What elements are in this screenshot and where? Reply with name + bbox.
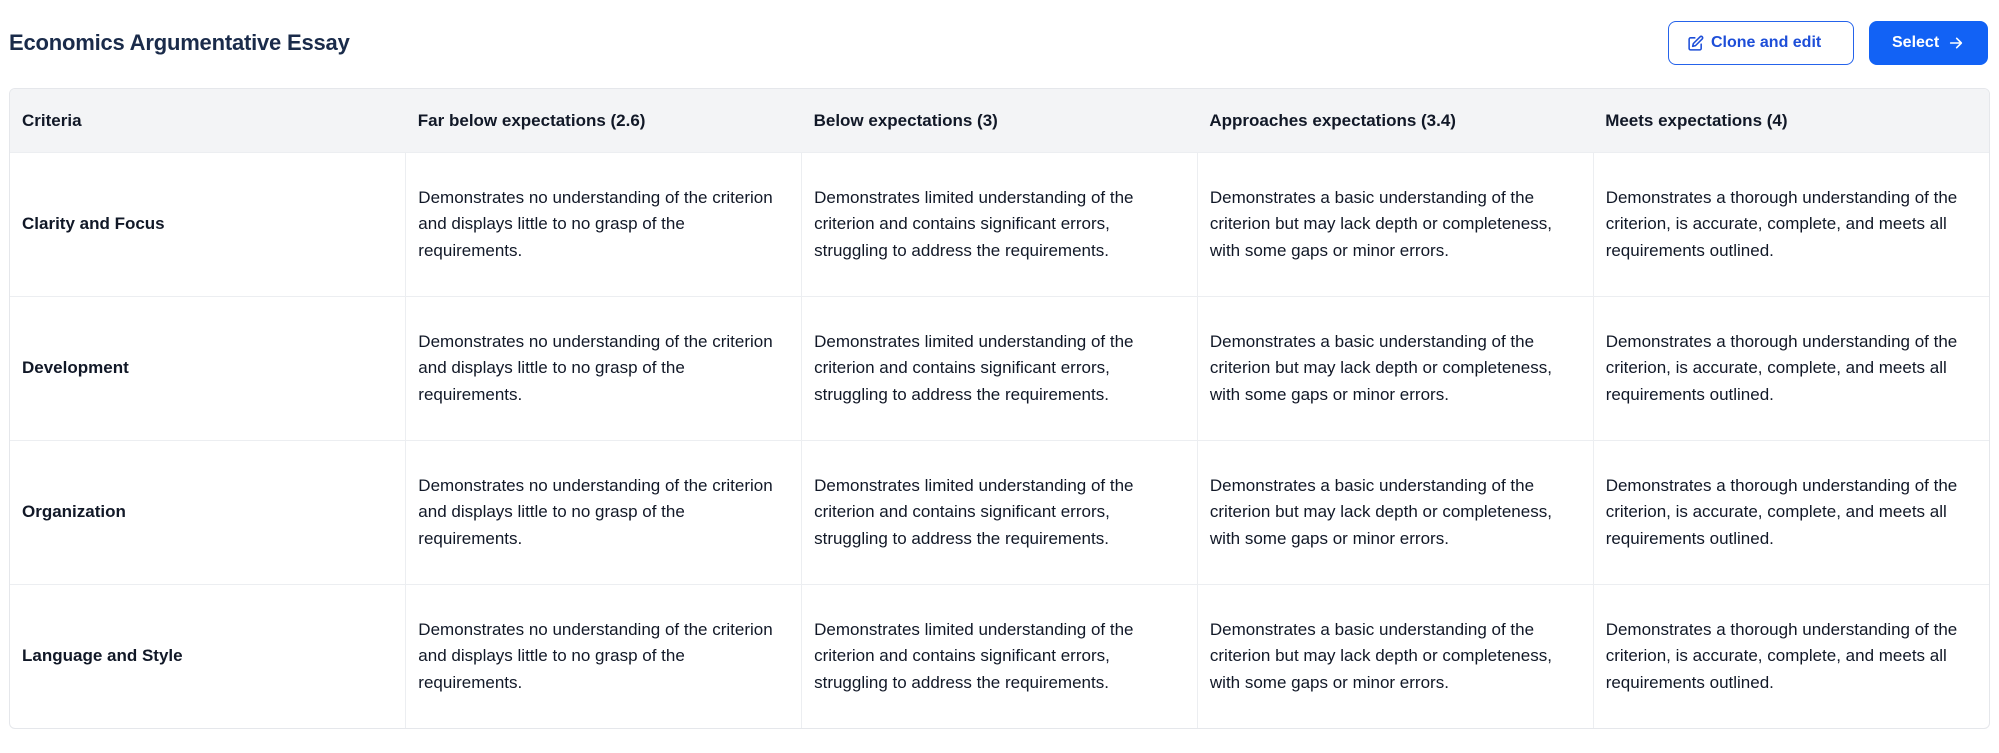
descriptor-cell [802,297,1198,441]
descriptor-text: Demonstrates limited understanding of the criterion and contains significant errors, struggling to address the requirements. [814,475,1134,548]
clone-and-edit-label: Clone and edit [1711,34,1822,51]
descriptor-cell [1593,585,1989,729]
criterion-cell: Clarity and Focus [10,153,406,297]
criterion-cell: Development [10,297,406,441]
header-actions [1668,21,1988,65]
descriptor-text: Demonstrates no understanding of the criterion and displays little to no grasp of the requirements. [418,475,773,548]
descriptor-text: Demonstrates a thorough understanding of the criterion, is accurate, complete, and meets all requirements outlined. [1605,619,1958,692]
page-header [9,0,1990,88]
rubric-table [10,89,1989,728]
column-header-approaches: Approaches expectations (3.4) [1197,89,1593,153]
descriptor-cell [1197,441,1593,585]
clone-and-edit-button[interactable] [1668,21,1854,65]
descriptor-text: Demonstrates no understanding of the criterion and displays little to no grasp of the requirements. [418,619,773,692]
rubric-table-container [9,88,1990,729]
descriptor-cell [406,441,802,585]
descriptor-cell [802,441,1198,585]
descriptor-text: Demonstrates a thorough understanding of the criterion, is accurate, complete, and meets all requirements outlined. [1605,331,1958,404]
descriptor-text: Demonstrates limited understanding of the criterion and contains significant errors, struggling to address the requirements. [814,619,1134,692]
descriptor-text: Demonstrates a thorough understanding of the criterion, is accurate, complete, and meets all requirements outlined. [1605,475,1958,548]
criterion-cell: Language and Style [10,585,406,729]
table-row [10,441,1989,585]
column-header-meets: Meets expectations (4) [1593,89,1989,153]
descriptor-cell [1197,153,1593,297]
descriptor-cell [406,585,802,729]
descriptor-cell [1197,297,1593,441]
descriptor-text: Demonstrates no understanding of the criterion and displays little to no grasp of the requirements. [418,187,773,260]
descriptor-text: Demonstrates a thorough understanding of the criterion, is accurate, complete, and meets all requirements outlined. [1605,187,1958,260]
table-row [10,153,1989,297]
column-header-below: Below expectations (3) [802,89,1198,153]
descriptor-text: Demonstrates no understanding of the criterion and displays little to no grasp of the requirements. [418,331,773,404]
page-title: Economics Argumentative Essay [9,30,350,55]
table-row [10,585,1989,729]
criterion-cell: Organization [10,441,406,585]
descriptor-cell [406,153,802,297]
table-row [10,297,1989,441]
select-button[interactable] [1869,21,1988,65]
descriptor-text: Demonstrates a basic understanding of the criterion but may lack depth or completeness, with some gaps or minor errors. [1209,331,1552,404]
arrow-right-icon [1947,34,1965,52]
table-header-row [10,89,1989,153]
descriptor-cell [802,153,1198,297]
descriptor-cell [1593,153,1989,297]
descriptor-text: Demonstrates a basic understanding of the criterion but may lack depth or completeness, with some gaps or minor errors. [1209,475,1552,548]
descriptor-cell [1197,585,1593,729]
edit-pencil-icon [1686,34,1704,52]
descriptor-cell [802,585,1198,729]
column-header-criteria: Criteria [10,89,406,153]
descriptor-text: Demonstrates a basic understanding of the criterion but may lack depth or completeness, with some gaps or minor errors. [1209,619,1552,692]
descriptor-cell [1593,297,1989,441]
column-header-far-below: Far below expectations (2.6) [406,89,802,153]
descriptor-cell [1593,441,1989,585]
descriptor-cell [406,297,802,441]
select-label: Select [1892,34,1940,51]
descriptor-text: Demonstrates limited understanding of the criterion and contains significant errors, struggling to address the requirements. [814,331,1134,404]
descriptor-text: Demonstrates a basic understanding of the criterion but may lack depth or completeness, with some gaps or minor errors. [1209,187,1552,260]
descriptor-text: Demonstrates limited understanding of the criterion and contains significant errors, struggling to address the requirements. [814,187,1134,260]
